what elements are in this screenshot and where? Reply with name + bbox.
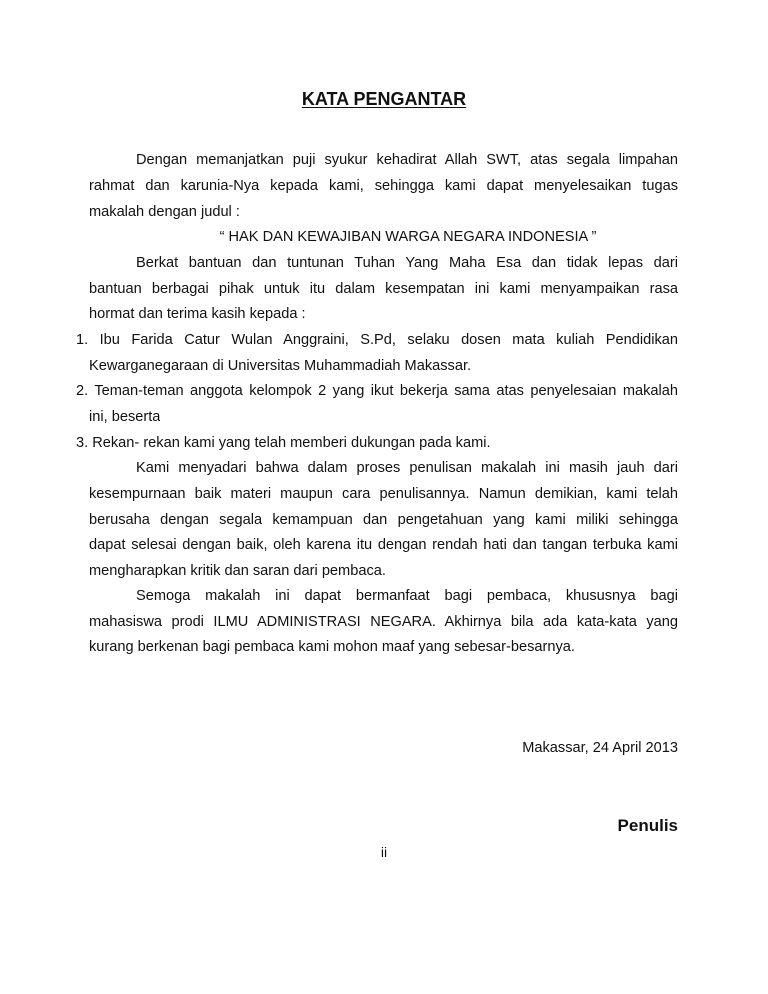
text-line: makalah dengan judul : [89,204,240,220]
list-item: 3. Rekan- rekan kami yang telah memberi dukungan pada kami. [76,435,491,451]
list-item-continuation: ini, beserta [89,409,161,425]
text-line: rahmat dan karunia-Nya kepada kami, sehingga kami dapat menyelesaikan tugas [89,178,678,194]
text-line: Semoga makalah ini dapat bermanfaat bagi pembaca, khususnya bagi [136,588,678,604]
list-item: 1. Ibu Farida Catur Wulan Anggraini, S.Pd, selaku dosen mata kuliah Pendidikan [76,332,678,348]
list-item: 2. Teman-teman anggota kelompok 2 yang ikut bekerja sama atas penyelesaian makalah [76,383,678,399]
text-line: mahasiswa prodi ILMU ADMINISTRASI NEGARA. Akhirnya bila ada kata-kata yang [89,614,678,630]
place-date: Makassar, 24 April 2013 [522,740,678,756]
text-line: kurang berkenan bagi pembaca kami mohon maaf yang sebesar-besarnya. [89,639,575,655]
text-line: mengharapkan kritik dan saran dari pembaca. [89,563,386,579]
author-signature: Penulis [617,816,678,835]
text-line: kesempurnaan baik materi maupun cara penulisannya. Namun demikian, kami telah [89,486,678,502]
text-line: berusaha dengan segala kemampuan dan pengetahuan yang kami miliki sehingga [89,512,678,528]
text-line: Berkat bantuan dan tuntunan Tuhan Yang Maha Esa dan tidak lepas dari [136,255,678,271]
page-title: KATA PENGANTAR [301,89,467,109]
list-item-continuation: Kewarganegaraan di Universitas Muhammadiah Makassar. [89,358,472,374]
text-line: bantuan berbagai pihak untuk itu dalam kesempatan ini kami menyampaikan rasa [89,281,678,297]
text-line: dapat selesai dengan baik, oleh karena itu dengan rendah hati dan tangan terbuka kami [89,537,678,553]
text-line: Dengan memanjatkan puji syukur kehadirat Allah SWT, atas segala limpahan [136,152,678,168]
text-line: hormat dan terima kasih kepada : [89,306,306,322]
text-line: Kami menyadari bahwa dalam proses penulisan makalah ini masih jauh dari [136,460,678,476]
report-subject-title: “ HAK DAN KEWAJIBAN WARGA NEGARA INDONESIA ” [219,229,597,245]
page-number: ii [380,844,388,860]
